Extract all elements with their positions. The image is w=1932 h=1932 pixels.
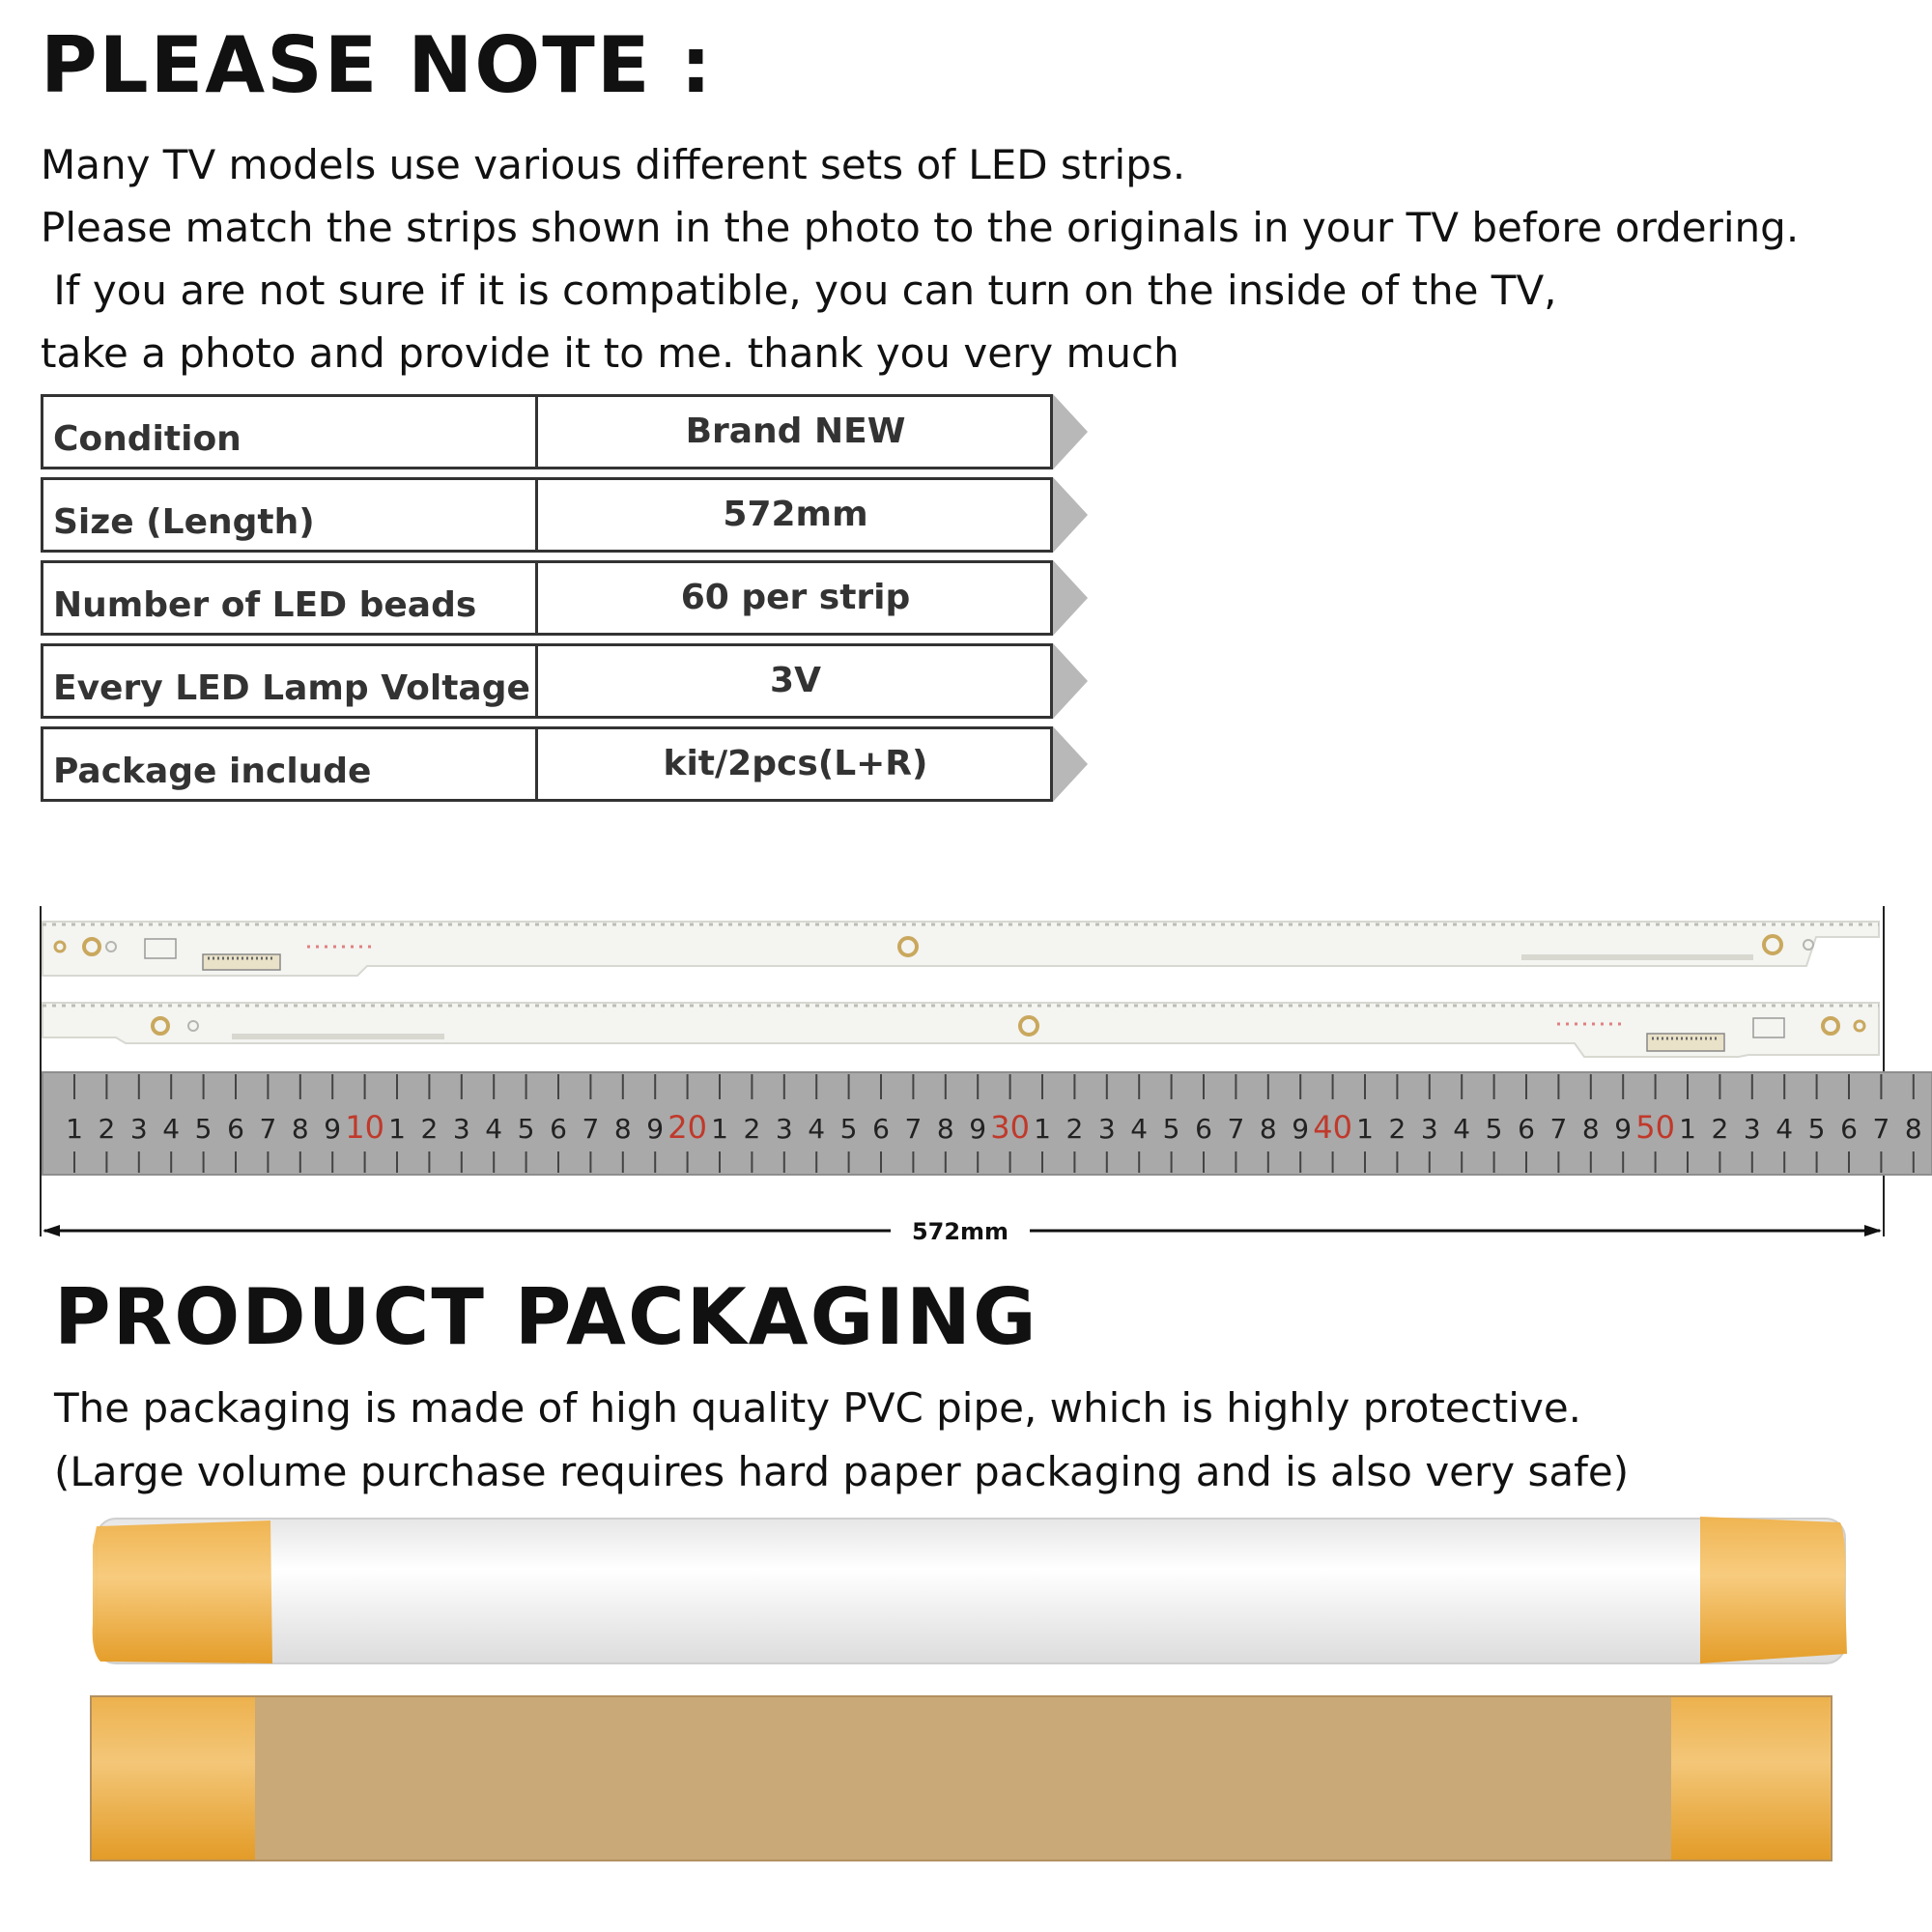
packaging-photo bbox=[0, 1507, 1932, 1874]
row-arrow-icon bbox=[1053, 643, 1088, 719]
kraft-paper-package bbox=[91, 1696, 1832, 1861]
row-arrow-icon bbox=[1053, 560, 1088, 636]
ruler-number: 9 bbox=[1292, 1113, 1310, 1145]
ruler-number: 3 bbox=[1097, 1113, 1116, 1145]
spec-row-condition bbox=[41, 394, 1053, 469]
spec-label: Every LED Lamp Voltage bbox=[43, 646, 538, 716]
steel-ruler bbox=[43, 1072, 1932, 1175]
note-line: take a photo and provide it to me. thank you very much bbox=[41, 329, 1179, 377]
ruler-number: 9 bbox=[646, 1113, 665, 1145]
note-line: If you are not sure if it is compatible, you can turn on the inside of the TV, bbox=[41, 267, 1557, 314]
ruler-number: 3 bbox=[1420, 1113, 1438, 1145]
ruler-number: 8 bbox=[291, 1113, 309, 1145]
ruler-number: 7 bbox=[1227, 1113, 1245, 1145]
ruler-number: 3 bbox=[775, 1113, 793, 1145]
ruler-number: 7 bbox=[259, 1113, 277, 1145]
ruler-number: 4 bbox=[1453, 1113, 1471, 1145]
spec-value: Brand NEW bbox=[685, 412, 906, 451]
ruler-number: 8 bbox=[1259, 1113, 1277, 1145]
ruler-number: 7 bbox=[1872, 1113, 1890, 1145]
spec-value: 3V bbox=[770, 661, 821, 700]
spec-cell-box bbox=[41, 643, 1053, 719]
ruler-number: 20 bbox=[668, 1109, 707, 1146]
ruler-number: 1 bbox=[388, 1113, 406, 1145]
spec-cell-box bbox=[41, 726, 1053, 802]
ruler-number: 5 bbox=[194, 1113, 213, 1145]
ruler-number: 40 bbox=[1313, 1109, 1352, 1146]
length-label: 572mm bbox=[911, 1218, 1009, 1245]
ruler-number: 5 bbox=[839, 1113, 858, 1145]
ruler-number: 10 bbox=[345, 1109, 384, 1146]
orange-tape-left bbox=[93, 1520, 272, 1663]
packaging-text bbox=[54, 1377, 1629, 1504]
ruler-number: 8 bbox=[936, 1113, 954, 1145]
packaging-line: The packaging is made of high quality PVC pipe, which is highly protective. bbox=[54, 1384, 1582, 1432]
spec-label: Package include bbox=[43, 729, 538, 799]
ruler-number: 4 bbox=[1130, 1113, 1149, 1145]
product-packaging-heading: PRODUCT PACKAGING bbox=[54, 1272, 1038, 1362]
packaging-line: (Large volume purchase requires hard paper packaging and is also very safe) bbox=[54, 1448, 1630, 1495]
ruler-number: 3 bbox=[452, 1113, 470, 1145]
spec-label: Number of LED beads bbox=[43, 563, 538, 633]
ruler-number: 2 bbox=[1711, 1113, 1729, 1145]
ruler-number: 2 bbox=[98, 1113, 116, 1145]
ruler-number: 6 bbox=[227, 1113, 244, 1145]
note-line: Please match the strips shown in the photo to the originals in your TV before ordering. bbox=[41, 204, 1800, 251]
ruler-number: 1 bbox=[711, 1113, 728, 1145]
ruler-number: 1 bbox=[1034, 1113, 1051, 1145]
spec-label: Size (Length) bbox=[43, 480, 538, 550]
ruler-number: 3 bbox=[1743, 1113, 1761, 1145]
row-arrow-icon bbox=[1053, 726, 1088, 802]
spec-cell-box bbox=[41, 560, 1053, 636]
ruler-number: 2 bbox=[1065, 1113, 1084, 1145]
ruler-number: 1 bbox=[1679, 1113, 1696, 1145]
led-strip-top bbox=[43, 922, 1879, 976]
spec-table bbox=[41, 394, 1053, 810]
ruler-number: 6 bbox=[872, 1113, 890, 1145]
spec-value: kit/2pcs(L+R) bbox=[663, 744, 928, 783]
ruler-number: 6 bbox=[550, 1113, 567, 1145]
note-line: Many TV models use various different sets of LED strips. bbox=[41, 141, 1186, 188]
ruler-number: 9 bbox=[969, 1113, 987, 1145]
ruler-number: 7 bbox=[582, 1113, 600, 1145]
spec-row-size bbox=[41, 477, 1053, 553]
orange-tape-right bbox=[1700, 1517, 1847, 1663]
spec-row-led-beads bbox=[41, 560, 1053, 636]
ruler-number: 2 bbox=[1388, 1113, 1406, 1145]
ruler-number: 30 bbox=[990, 1109, 1030, 1146]
spec-cell-box bbox=[41, 394, 1053, 469]
ruler-number: 2 bbox=[420, 1113, 439, 1145]
ruler-number: 1 bbox=[66, 1113, 83, 1145]
ruler-number: 3 bbox=[129, 1113, 148, 1145]
ruler-number: 7 bbox=[904, 1113, 923, 1145]
ruler-number: 5 bbox=[1807, 1113, 1826, 1145]
pvc-tube-package bbox=[93, 1517, 1847, 1663]
orange-tape-right bbox=[1671, 1696, 1832, 1861]
ruler-number: 6 bbox=[1840, 1113, 1858, 1145]
spec-row-voltage bbox=[41, 643, 1053, 719]
ruler-number: 9 bbox=[1614, 1113, 1633, 1145]
spec-row-package bbox=[41, 726, 1053, 802]
dimension-line bbox=[43, 1218, 1882, 1245]
spec-value: 60 per strip bbox=[680, 578, 911, 617]
ruler-number: 4 bbox=[485, 1113, 503, 1145]
row-arrow-icon bbox=[1053, 394, 1088, 469]
led-strip-photo bbox=[0, 898, 1932, 1246]
ruler-number: 8 bbox=[1581, 1113, 1600, 1145]
ruler-number: 2 bbox=[743, 1113, 761, 1145]
led-strip-bottom bbox=[43, 1003, 1879, 1057]
ruler-number: 8 bbox=[1904, 1113, 1922, 1145]
spec-cell-box bbox=[41, 477, 1053, 553]
spec-label: Condition bbox=[43, 397, 538, 467]
please-note-heading: PLEASE NOTE : bbox=[41, 20, 714, 110]
ruler-number: 9 bbox=[324, 1113, 342, 1145]
ruler-number: 5 bbox=[1485, 1113, 1503, 1145]
ruler-number: 50 bbox=[1635, 1109, 1675, 1146]
ruler-number: 4 bbox=[162, 1113, 181, 1145]
note-text bbox=[41, 133, 1799, 384]
ruler-number: 4 bbox=[1776, 1113, 1794, 1145]
ruler-number: 6 bbox=[1195, 1113, 1212, 1145]
spec-value: 572mm bbox=[723, 495, 868, 534]
ruler-number: 1 bbox=[1356, 1113, 1374, 1145]
ruler-number: 8 bbox=[613, 1113, 632, 1145]
orange-tape-left bbox=[91, 1696, 255, 1861]
ruler-number: 6 bbox=[1518, 1113, 1535, 1145]
ruler-number: 7 bbox=[1549, 1113, 1568, 1145]
row-arrow-icon bbox=[1053, 477, 1088, 553]
ruler-number: 4 bbox=[808, 1113, 826, 1145]
ruler-number: 5 bbox=[517, 1113, 535, 1145]
ruler-number: 5 bbox=[1162, 1113, 1180, 1145]
